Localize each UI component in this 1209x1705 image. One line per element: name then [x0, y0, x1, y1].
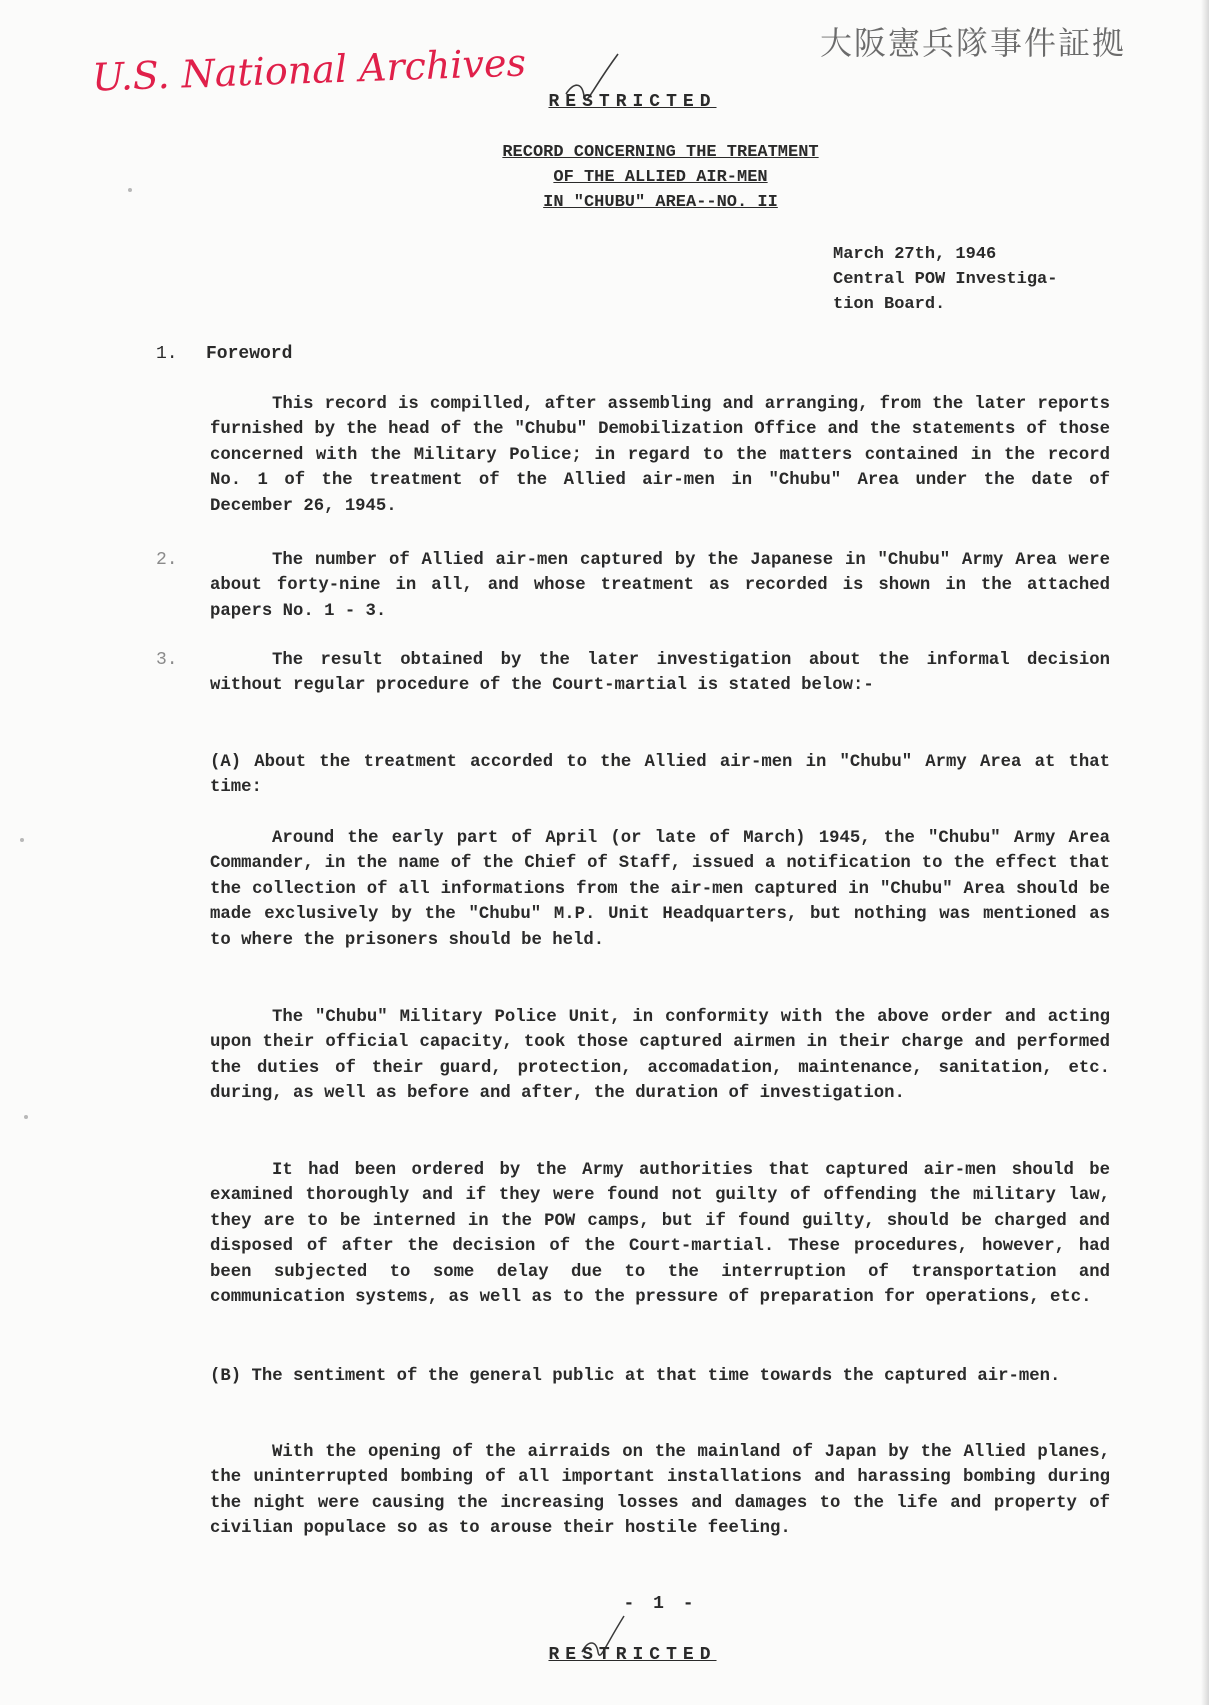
classification-footer: RESTRICTED: [548, 1645, 717, 1665]
document-date: March 27th, 1946: [833, 245, 997, 264]
subsection-a-heading: (A) About the treatment accorded to the Allied air-men in "Chubu" Army Area at that time:: [210, 753, 1110, 798]
classification-header: RESTRICTED: [548, 92, 717, 112]
section-2-text: The number of Allied air-men captured by the Japanese in "Chubu" Army Area were about forty-nine in all, and whose treatment as recorded is shown in the attached papers No. 1 - 3.: [210, 551, 1110, 621]
subsection-a-paragraph-1: Around the early part of April (or late of March) 1945, the "Chubu" Army Area Commander, in the name of the Chief of Staff, issued a notification to the effect that the collection of all informations from the air-men captured in "Chubu" Area should be made exclusively by the "Chubu" M.P. Unit Headquarters, but nothing was mentioned as to where the prisoners should be held.: [210, 829, 1110, 950]
paper-speck: [24, 1115, 28, 1119]
issuing-board-line-1: Central POW Investiga-: [833, 270, 1058, 289]
title-line-3: IN "CHUBU" AREA--NO. II: [543, 193, 778, 212]
japanese-handwritten-note: 大阪憲兵隊事件証拠: [820, 24, 1127, 62]
paper-speck: [20, 838, 24, 842]
subsection-b-heading: (B) The sentiment of the general public at that time towards the captured air-men.: [210, 1367, 1061, 1386]
section-3-number: 3.: [156, 650, 178, 670]
section-1-number: 1.: [156, 344, 178, 364]
paper-speck: [128, 188, 132, 192]
title-line-1: RECORD CONCERNING THE TREATMENT: [502, 143, 819, 162]
title-line-2: OF THE ALLIED AIR-MEN: [553, 168, 768, 187]
issuing-board-line-2: tion Board.: [833, 295, 946, 314]
page-number: - 1 -: [623, 1594, 698, 1614]
date-block: [833, 242, 1133, 317]
section-1-text: This record is compilled, after assembling and arranging, from the later reports furnished by the head of the "Chubu" Demobilization Office and the statements of those concerned with the Military Police; in regard to the matters contained in the record No. 1 of the treatment of the Allied air-men in "Chubu" Area under the date of December 26, 1945.: [210, 395, 1110, 516]
section-2-number: 2.: [156, 550, 178, 570]
subsection-a-paragraph-3: It had been ordered by the Army authorities that captured air-men should be examined thoroughly and if they were found not guilty of offending the military law, they are to be interned in the POW camps, but if found guilty, should be charged and disposed of after the decision of the Court-martial. These procedures, however, had been subjected to some delay due to the interruption of transportation and communication systems, as well as to the pressure of preparation for operations, etc.: [210, 1161, 1110, 1308]
subsection-b-paragraph-1: With the opening of the airraids on the mainland of Japan by the Allied planes, the uninterrupted bombing of all important installations and harassing bombing during the night were causing the increasing losses and damages to the life and property of civilian populace so as to arouse their hostile feeling.: [210, 1443, 1110, 1539]
section-3-text: The result obtained by the later investigation about the informal decision without regular procedure of the Court-martial is stated below:-: [210, 651, 1110, 696]
subsection-a-paragraph-2: The "Chubu" Military Police Unit, in conformity with the above order and acting upon their official capacity, took those captured airmen in their charge and performed the duties of their guard, protection, accomadation, maintenance, sanitation, etc. during, as well as before and after, the duration of investigation.: [210, 1008, 1110, 1104]
section-1-heading: Foreword: [206, 344, 293, 364]
archive-handwritten-note: U.S. National Archives: [91, 40, 527, 100]
document-title: [0, 140, 1209, 215]
